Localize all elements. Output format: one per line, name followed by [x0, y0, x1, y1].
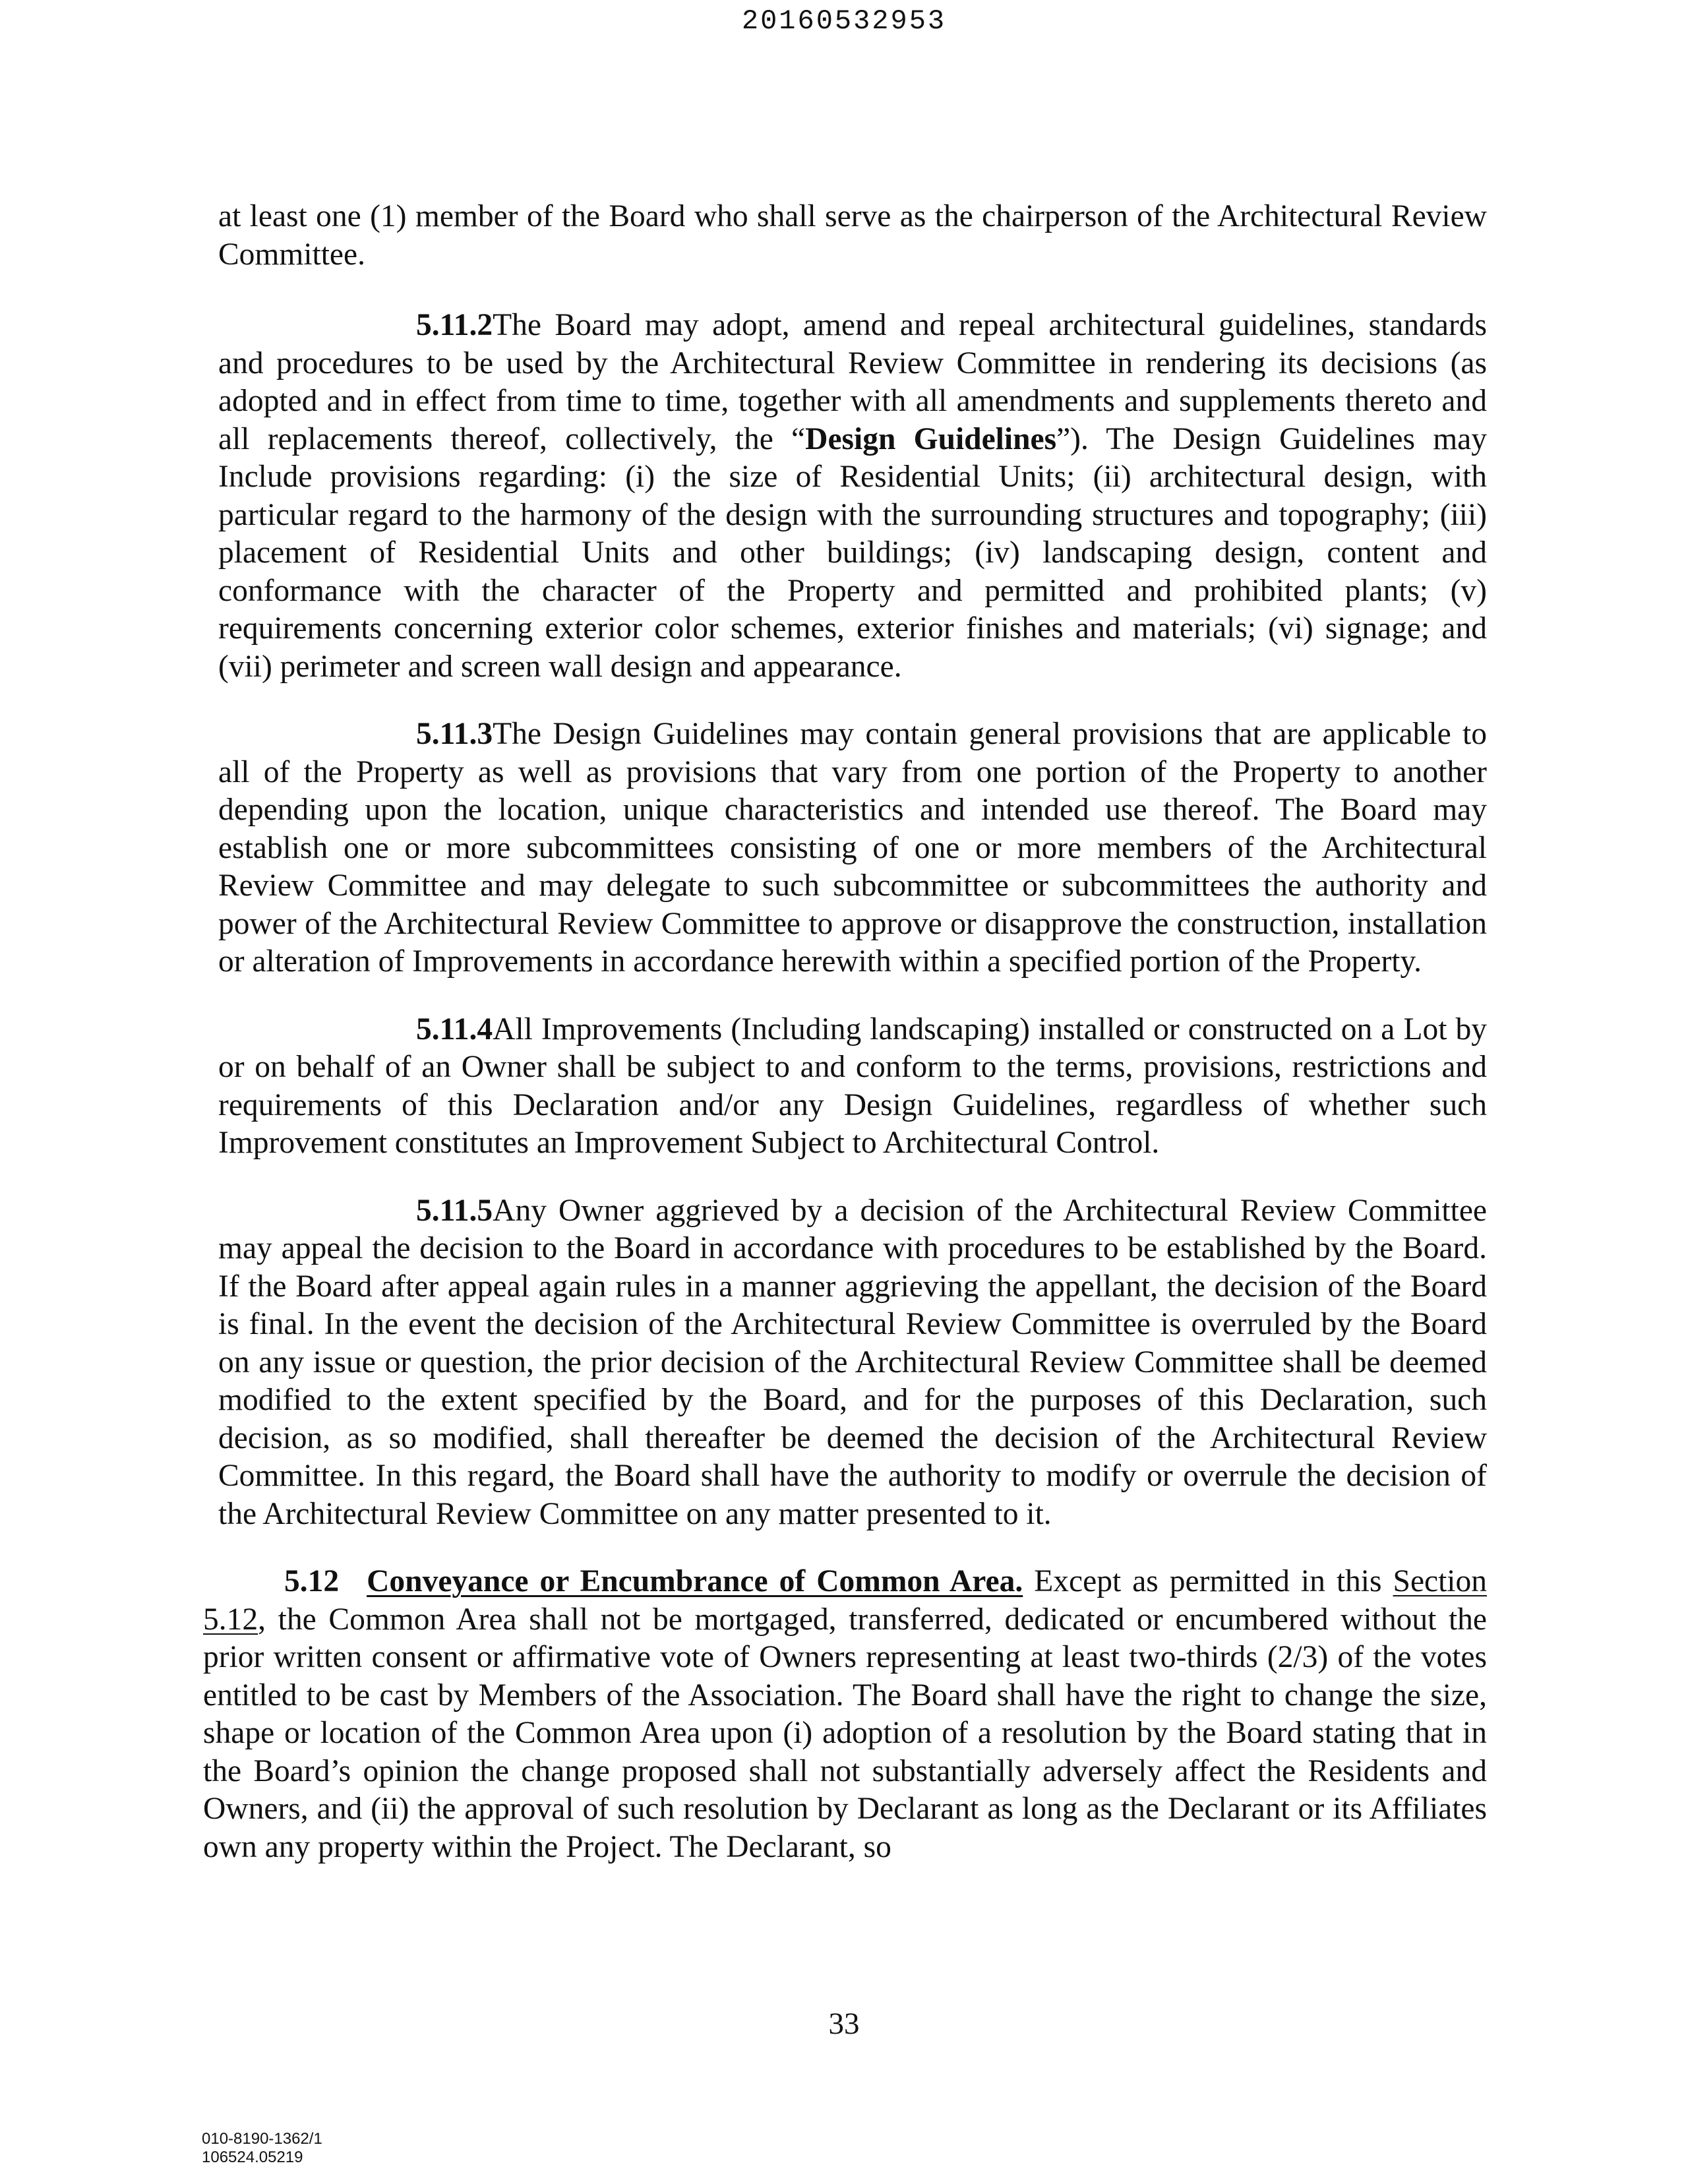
- section-text: , the Common Area shall not be mortgaged, transferred, dedicated or encumbered without the prior written consent or affirmative vote of Owners representing at least two-thirds (2/3) of the votes entitled to be cast by Members of the Association. The Board shall have the right to change the size, shape or location of the Common Area upon (i) adoption of a resolution by the Board stating that in the Board’s opinion the change proposed shall not substantially adversely affect the Residents and Owners, and (ii) the approval of such resolution by Declarant as long as the Declarant or its Affiliates own any property within the Project. The Declarant, so: [203, 1602, 1487, 1864]
- section-number: 5.12: [284, 1564, 340, 1598]
- section-text: The Design Guidelines may contain general provisions that are applicable to all of the Property as well as provisions that vary from one portion of the Property to another depending upon the location, unique characteristics and intended use thereof. The Board may establish one or more subcommittees consisting of one or more members of the Architectural Review Committee and may delegate to such subcommittee or subcommittees the authority and power of the Architectural Review Committee to approve or disapprove the construction, installation or alteration of Improvements in accordance herewith within a specified portion of the Property.: [218, 717, 1487, 979]
- document-code: [202, 2130, 322, 2167]
- section-text: Except as permitted in this: [1034, 1564, 1382, 1598]
- section-number: 5.11.2: [416, 308, 493, 342]
- section-number: 5.11.3: [416, 717, 493, 751]
- document-code-line: 010-8190-1362/1: [202, 2130, 322, 2148]
- page-body: [203, 198, 1488, 1896]
- section-5-11-3: [218, 715, 1487, 981]
- document-code-line: 106524.05219: [202, 2148, 303, 2166]
- section-5-11-4: [218, 1011, 1487, 1163]
- page-number: 33: [828, 2007, 860, 2041]
- section-text: Any Owner aggrieved by a decision of the Architectural Review Committee may appeal the decision to the Board in accordance with procedures to be established by the Board. If the Board after appeal again rules in a manner aggrieving the appellant, the decision of the Board is final. In the event the decision of the Architectural Review Committee is overruled by the Board on any issue or question, the prior decision of the Architectural Review Committee shall be deemed modified to the extent specified by the Board, and for the purposes of this Declaration, such decision, as so modified, shall thereafter be deemed the decision of the Architectural Review Committee. In this regard, the Board shall have the authority to modify or overrule the decision of the Architectural Review Committee on any matter presented to it.: [218, 1193, 1487, 1531]
- section-number: 5.11.5: [416, 1193, 493, 1228]
- continuation-paragraph: at least one (1) member of the Board who shall serve as the chairperson of the Architectural Review Committee.: [218, 199, 1487, 272]
- section-reference: Section 5.12: [203, 1564, 1488, 1637]
- section-text: The Board may adopt, amend and repeal architectural guidelines, standards and procedures to be used by the Architectural Review Committee in rendering its decisions (as adopted and in effect from time to time, together with all amendments and supplements thereto and all replacements thereof, collectively, the “: [218, 308, 1487, 456]
- section-text: ”). The Design Guidelines may Include provisions regarding: (i) the size of Residential Units; (ii) architectural design, with particular regard to the harmony of the design with the surrounding structures and topography; (iii) placement of Residential Units and other buildings; (iv) landscaping design, content and conformance with the character of the Property and permitted and prohibited plants; (v) requirements concerning exterior color schemes, exterior finishes and materials; (vi) signage; and (vii) perimeter and screen wall design and appearance.: [218, 421, 1487, 684]
- section-5-12: [203, 1563, 1487, 1866]
- section-5-11-2: [218, 307, 1487, 686]
- defined-term: Design Guidelines: [805, 421, 1057, 456]
- section-5-11-5: [218, 1192, 1487, 1534]
- section-text: All Improvements (Including landscaping) installed or constructed on a Lot by or on behalf of an Owner shall be subject to and conform to the terms, provisions, restrictions and requirements of this Declaration and/or any Design Guidelines, regardless of whether such Improvement constitutes an Improvement Subject to Architectural Control.: [218, 1012, 1487, 1160]
- document-number: 20160532953: [741, 5, 947, 37]
- section-number: 5.11.4: [416, 1012, 493, 1046]
- section-heading: Conveyance or Encumbrance of Common Area.: [367, 1564, 1023, 1598]
